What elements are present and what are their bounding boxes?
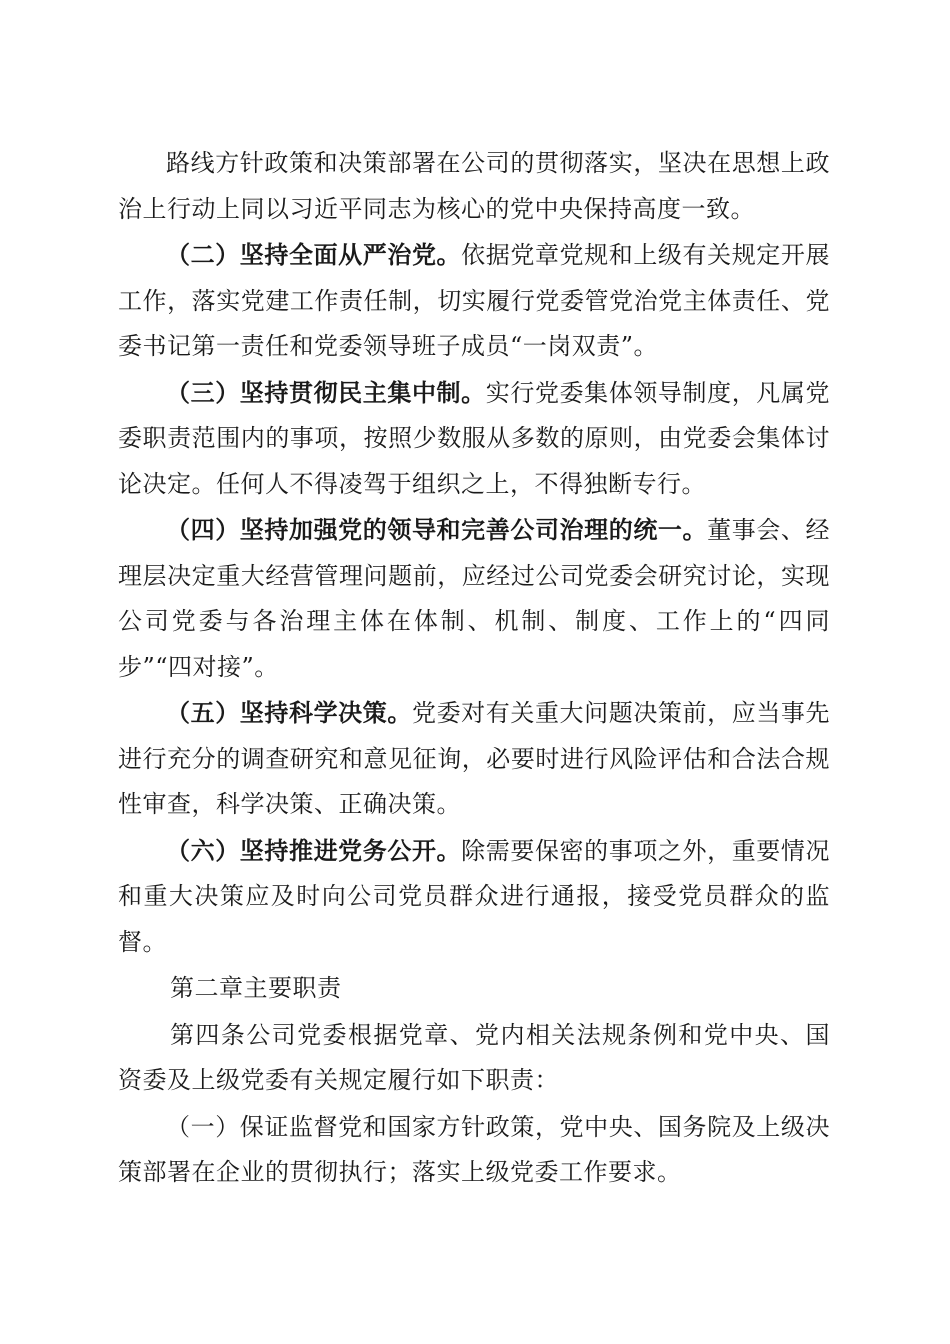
document-page — [118, 140, 830, 1196]
paragraph-item-2 — [118, 232, 830, 370]
paragraph-item-6 — [118, 828, 830, 966]
article-paragraph — [118, 1012, 830, 1104]
paragraph-text: 实行党委集体领导制度，凡属党委职责范围内的事项，按照少数服从多数的原则，由党委会集体讨论决定。任何人不得凌驾于组织之上，不得独断专行。 — [118, 378, 830, 498]
paragraph-text: 除需要保密的事项之外，重要情况和重大决策应及时向公司党员群众进行通报，接受党员群众的监督。 — [118, 836, 831, 956]
paragraph-lead: （六）坚持推进党务公开。 — [166, 835, 462, 865]
duty-item-1 — [118, 1104, 830, 1196]
paragraph-item-4 — [118, 507, 830, 690]
paragraph-text: 第二章主要职责 — [170, 974, 342, 1002]
paragraph-lead: （二）坚持全面从严治党。 — [166, 240, 462, 269]
paragraph-text: 第四条公司党委根据党章、党内相关法规条例和党中央、国资委及上级党委有关规定履行如下职责： — [118, 1020, 830, 1094]
paragraph-lead: （五）坚持科学决策。 — [166, 698, 412, 727]
paragraph-text: （一）保证监督党和国家方针政策，党中央、国务院及上级决策部署在企业的贯彻执行；落实上级党委工作要求。 — [118, 1112, 830, 1186]
paragraph-lead: （三）坚持贯彻民主集中制。 — [166, 377, 486, 407]
paragraph-text: 董事会、经理层决定重大经营管理问题前，应经过公司党委会研究讨论，实现公司党委与各治理主体在体制、机制、制度、工作上的“四同步”“四对接”。 — [118, 516, 831, 681]
paragraph-lead: （四）坚持加强党的领导和完善公司治理的统一。 — [166, 515, 708, 544]
paragraph-item-5 — [118, 690, 830, 828]
paragraph-continuation — [118, 140, 830, 232]
paragraph-text: 依据党章党规和上级有关规定开展工作，落实党建工作责任制，切实履行党委管党治党主体责任、党委书记第一责任和党委领导班子成员“一岗双责”。 — [118, 241, 831, 360]
paragraph-text: 路线方针政策和决策部署在公司的贯彻落实，坚决在思想上政治上行动上同以习近平同志为核心的党中央保持高度一致。 — [118, 149, 830, 223]
paragraph-item-3 — [118, 370, 830, 508]
paragraph-text: 党委对有关重大问题决策前，应当事先进行充分的调查研究和意见征询，必要时进行风险评估和合法合规性审查，科学决策、正确决策。 — [118, 699, 831, 818]
chapter-heading — [118, 965, 830, 1012]
